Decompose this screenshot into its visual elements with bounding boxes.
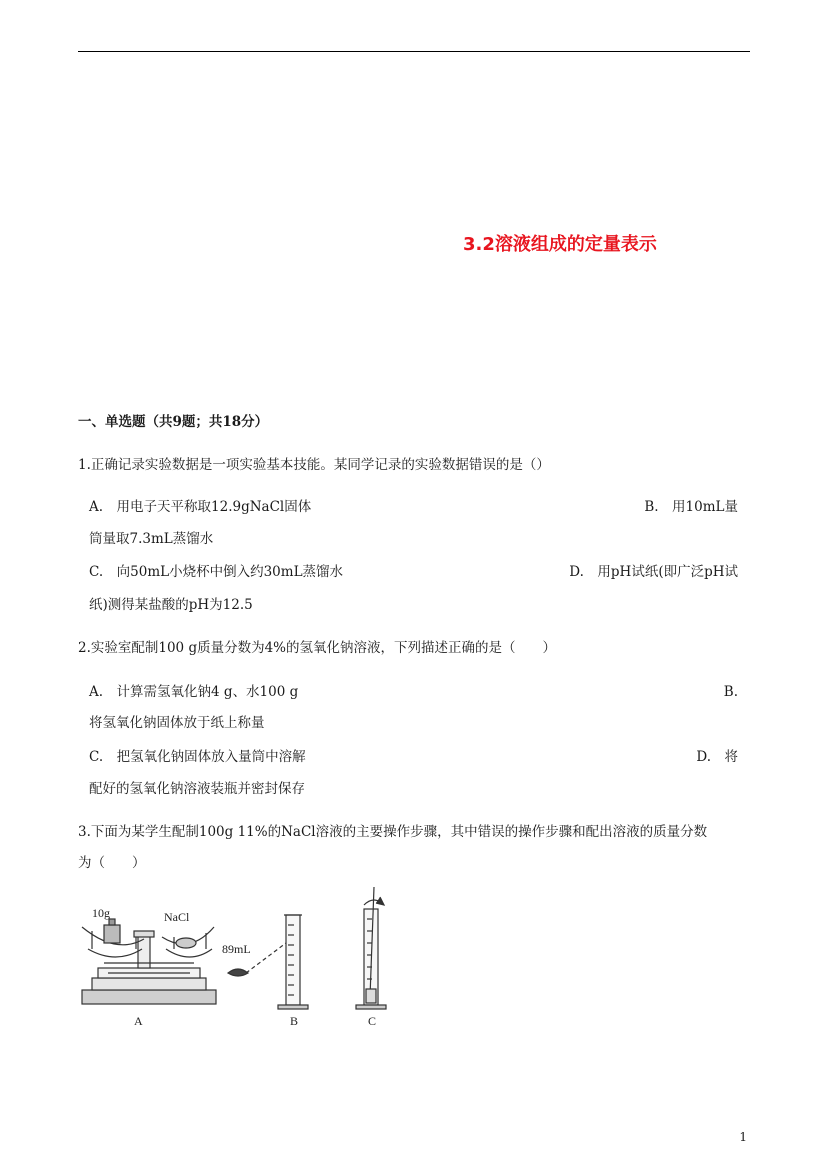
question-3-stem-line2: 为（ ） bbox=[78, 855, 146, 871]
figure-label-a: A bbox=[134, 1014, 143, 1028]
header-rule bbox=[78, 51, 750, 52]
question-1-option-d: D. 用pH试纸(即广泛pH试 bbox=[569, 564, 738, 580]
question-1-option-a: A. 用电子天平称取12.9gNaCl固体 bbox=[89, 499, 312, 515]
salt-label: NaCl bbox=[164, 910, 190, 924]
question-1-stem: 1.正确记录实验数据是一项实验基本技能。某同学记录的实验数据错误的是（） bbox=[78, 457, 550, 473]
question-1-option-d-cont: 纸)测得某盐酸的pH为12.5 bbox=[89, 597, 253, 613]
question-2-option-d: D. 将 bbox=[696, 749, 738, 765]
figure-label-c: C bbox=[368, 1014, 377, 1028]
question-2-option-c: C. 把氢氧化钠固体放入量筒中溶解 bbox=[89, 749, 306, 765]
question-1-option-b-cont: 筒量取7.3mL蒸馏水 bbox=[89, 531, 214, 547]
question-3-stem-line1: 3.下面为某学生配制100g 11%的NaCl溶液的主要操作步骤，其中错误的操作步骤和配出溶液的质量分数 bbox=[78, 824, 708, 840]
page-title: 3.2溶液组成的定量表示 bbox=[463, 234, 657, 255]
question-2-option-d-cont: 配好的氢氧化钠溶液装瓶并密封保存 bbox=[89, 781, 305, 797]
question-1-option-c: C. 向50mL小烧杯中倒入约30mL蒸馏水 bbox=[89, 564, 344, 580]
question-2-option-a: A. 计算需氢氧化钠4 g、水100 g bbox=[89, 684, 299, 700]
figure-label-b: B bbox=[290, 1014, 299, 1028]
question-2-option-b: B. bbox=[723, 684, 738, 700]
question-2-option-b-cont: 将氢氧化钠固体放于纸上称量 bbox=[89, 715, 265, 731]
volume-label: 89mL bbox=[222, 942, 251, 956]
page-number: 1 bbox=[739, 1130, 747, 1144]
question-2-stem: 2.实验室配制100 g质量分数为4%的氢氧化钠溶液，下列描述正确的是（ ） bbox=[78, 640, 556, 656]
section-heading: 一、单选题（共9题；共18分） bbox=[78, 414, 269, 430]
weight-label: 10g bbox=[92, 906, 110, 920]
cylinder-dissolving bbox=[356, 887, 386, 1009]
lab-operations-figure bbox=[78, 885, 398, 1035]
graduated-cylinder-reading bbox=[228, 915, 308, 1009]
balance-illustration bbox=[82, 919, 216, 1004]
question-1-option-b: B. 用10mL量 bbox=[644, 499, 738, 515]
